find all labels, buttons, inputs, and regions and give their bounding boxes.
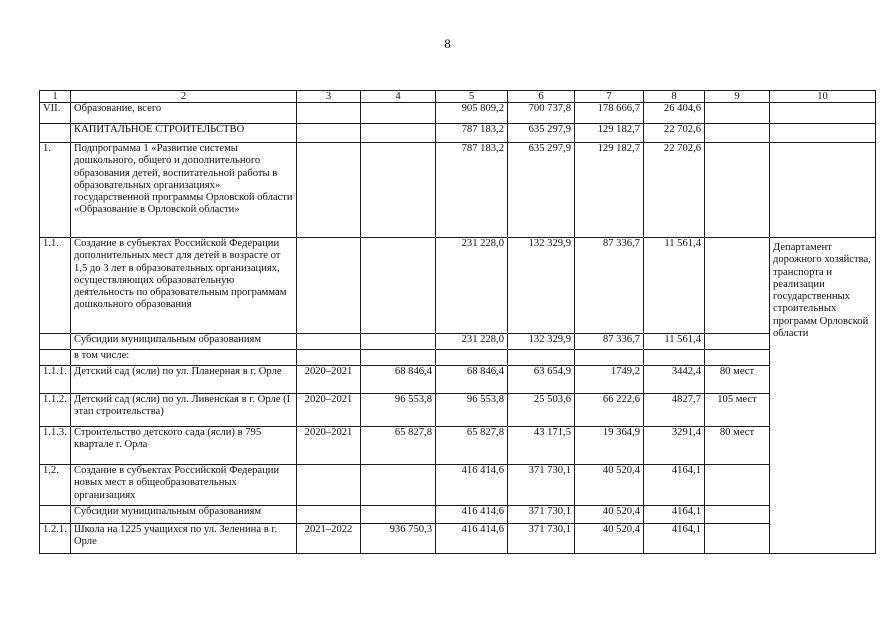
col8-cell: 11 561,4	[644, 238, 705, 334]
col6-cell: 371 730,1	[508, 465, 575, 506]
years-cell: 2020–2021	[297, 394, 361, 427]
total-cell: 416 414,6	[436, 506, 508, 524]
capacity-cell	[705, 506, 770, 524]
col6-cell: 635 297,9	[508, 143, 575, 238]
column-number: 6	[508, 91, 575, 103]
row-number: 1.	[40, 143, 71, 238]
cost-cell: 936 750,3	[361, 524, 436, 554]
column-number: 10	[770, 91, 876, 103]
row-number: 1.2.	[40, 465, 71, 506]
col7-cell: 40 520,4	[575, 465, 644, 506]
row-number	[40, 506, 71, 524]
capacity-cell: 80 мест	[705, 427, 770, 465]
col8-cell: 4827,7	[644, 394, 705, 427]
cost-cell	[361, 334, 436, 350]
table-row	[40, 394, 876, 427]
col6-cell: 371 730,1	[508, 506, 575, 524]
column-number: 7	[575, 91, 644, 103]
total-cell: 96 553,8	[436, 394, 508, 427]
total-cell	[436, 350, 508, 366]
column-number: 5	[436, 91, 508, 103]
cost-cell	[361, 506, 436, 524]
col6-cell: 25 503,6	[508, 394, 575, 427]
years-cell: 2021–2022	[297, 524, 361, 554]
col8-cell: 22 702,6	[644, 124, 705, 143]
years-cell	[297, 334, 361, 350]
years-cell	[297, 103, 361, 124]
column-number: 1	[40, 91, 71, 103]
years-cell	[297, 350, 361, 366]
years-cell	[297, 506, 361, 524]
col8-cell: 4164,1	[644, 506, 705, 524]
table-row	[40, 427, 876, 465]
col8-cell: 22 702,6	[644, 143, 705, 238]
col7-cell: 87 336,7	[575, 334, 644, 350]
total-cell: 416 414,6	[436, 465, 508, 506]
years-cell	[297, 143, 361, 238]
col8-cell: 4164,1	[644, 524, 705, 554]
responsible-cell	[770, 124, 876, 143]
row-title: Подпрограмма 1 «Развитие системы дошкольного, общего и дополнительного образования детей, воспитательной работы в образовательных организациях» государственной программы Орловской области «Образование в Орловской области»	[71, 143, 297, 238]
column-number-row	[40, 91, 876, 103]
cost-cell	[361, 143, 436, 238]
row-title: Создание в субъектах Российской Федерации дополнительных мест для детей в возрасте от 1,5 до 3 лет в образовательных организациях, осуществляющих образовательную деятельность по образовательным программам дошкольного образования	[71, 238, 297, 334]
col8-cell: 26 404,6	[644, 103, 705, 124]
capacity-cell: 105 мест	[705, 394, 770, 427]
table-row	[40, 506, 876, 524]
capacity-cell	[705, 465, 770, 506]
col6-cell: 700 737,8	[508, 103, 575, 124]
col8-cell: 11 561,4	[644, 334, 705, 350]
row-number: 1.1.2.	[40, 394, 71, 427]
row-number	[40, 334, 71, 350]
col7-cell: 40 520,4	[575, 506, 644, 524]
capacity-cell	[705, 124, 770, 143]
table-row	[40, 238, 876, 334]
cost-cell: 96 553,8	[361, 394, 436, 427]
col6-cell	[508, 350, 575, 366]
data-table	[39, 90, 876, 554]
cost-cell	[361, 350, 436, 366]
total-cell: 416 414,6	[436, 524, 508, 554]
row-title: Детский сад (ясли) по ул. Ливенская в г. Орле (I этап строительства)	[71, 394, 297, 427]
row-title: Детский сад (ясли) по ул. Планерная в г. Орле	[71, 366, 297, 394]
page-number: 8	[444, 36, 451, 51]
row-title: Образование, всего	[71, 103, 297, 124]
row-number: VII.	[40, 103, 71, 124]
row-number: 1.1.3.	[40, 427, 71, 465]
total-cell: 231 228,0	[436, 238, 508, 334]
table-row	[40, 334, 876, 350]
col8-cell: 3442,4	[644, 366, 705, 394]
column-number: 2	[71, 91, 297, 103]
capacity-cell	[705, 350, 770, 366]
table-row	[40, 143, 876, 238]
row-title: Создание в субъектах Российской Федерации новых мест в общеобразовательных организациях	[71, 465, 297, 506]
row-title: Школа на 1225 учащихся по ул. Зеленина в г. Орле	[71, 524, 297, 554]
total-cell: 68 846,4	[436, 366, 508, 394]
col6-cell: 132 329,9	[508, 238, 575, 334]
responsible-cell	[770, 143, 876, 238]
cost-cell	[361, 465, 436, 506]
row-number	[40, 350, 71, 366]
col7-cell: 129 182,7	[575, 124, 644, 143]
col7-cell: 1749,2	[575, 366, 644, 394]
col8-cell	[644, 350, 705, 366]
years-cell	[297, 124, 361, 143]
col8-cell: 3291,4	[644, 427, 705, 465]
total-cell: 65 827,8	[436, 427, 508, 465]
capacity-cell: 80 мест	[705, 366, 770, 394]
row-number: 1.2.1.	[40, 524, 71, 554]
total-cell: 231 228,0	[436, 334, 508, 350]
years-cell: 2020–2021	[297, 366, 361, 394]
capacity-cell	[705, 334, 770, 350]
total-cell: 905 809,2	[436, 103, 508, 124]
col7-cell: 40 520,4	[575, 524, 644, 554]
col6-cell: 63 654,9	[508, 366, 575, 394]
column-number: 9	[705, 91, 770, 103]
col6-cell: 371 730,1	[508, 524, 575, 554]
responsible-cell	[770, 103, 876, 124]
table-row	[40, 366, 876, 394]
col7-cell: 19 364,9	[575, 427, 644, 465]
responsible-department: Департамент дорожного хозяйства, транспорта и реализации государственных строительных программ Орловской области	[770, 238, 876, 554]
col6-cell: 43 171,5	[508, 427, 575, 465]
col6-cell: 132 329,9	[508, 334, 575, 350]
row-title: КАПИТАЛЬНОЕ СТРОИТЕЛЬСТВО	[71, 124, 297, 143]
table-row	[40, 465, 876, 506]
total-cell: 787 183,2	[436, 124, 508, 143]
column-number: 3	[297, 91, 361, 103]
col7-cell	[575, 350, 644, 366]
row-title: Субсидии муниципальным образованиям	[71, 506, 297, 524]
row-title: Субсидии муниципальным образованиям	[71, 334, 297, 350]
col7-cell: 66 222,6	[575, 394, 644, 427]
table-row	[40, 350, 876, 366]
column-number: 8	[644, 91, 705, 103]
col7-cell: 87 336,7	[575, 238, 644, 334]
years-cell	[297, 465, 361, 506]
capacity-cell	[705, 143, 770, 238]
cost-cell	[361, 124, 436, 143]
cost-cell	[361, 103, 436, 124]
cost-cell: 68 846,4	[361, 366, 436, 394]
row-number: 1.1.	[40, 238, 71, 334]
total-cell: 787 183,2	[436, 143, 508, 238]
row-number	[40, 124, 71, 143]
capacity-cell	[705, 238, 770, 334]
table-row	[40, 124, 876, 143]
row-number: 1.1.1.	[40, 366, 71, 394]
col7-cell: 178 666,7	[575, 103, 644, 124]
capacity-cell	[705, 524, 770, 554]
cost-cell	[361, 238, 436, 334]
col7-cell: 129 182,7	[575, 143, 644, 238]
row-title: Строительство детского сада (ясли) в 795 квартале г. Орла	[71, 427, 297, 465]
col8-cell: 4164,1	[644, 465, 705, 506]
table-row	[40, 524, 876, 554]
col6-cell: 635 297,9	[508, 124, 575, 143]
row-title: в том числе:	[71, 350, 297, 366]
capacity-cell	[705, 103, 770, 124]
table-row	[40, 103, 876, 124]
cost-cell: 65 827,8	[361, 427, 436, 465]
column-number: 4	[361, 91, 436, 103]
years-cell	[297, 238, 361, 334]
years-cell: 2020–2021	[297, 427, 361, 465]
